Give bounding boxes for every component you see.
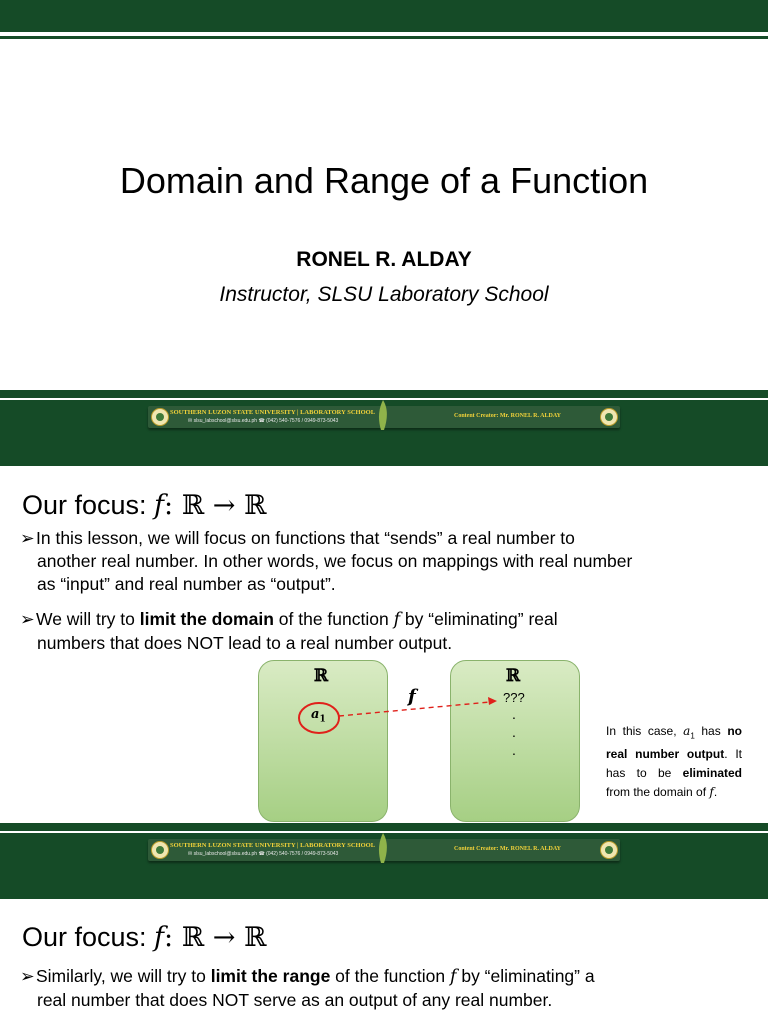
ellipsis-dot: .: [512, 742, 516, 758]
bullet2-text-c: by “eliminating” real: [400, 609, 558, 629]
diagram-note: [606, 722, 742, 802]
note-bold-2: eliminated: [682, 766, 742, 781]
heading-prefix: Our focus:: [22, 922, 155, 952]
unknown-output: ???: [503, 690, 525, 705]
bullet1-line2: another real number. In other words, we focus on mappings with real number: [37, 551, 633, 571]
note-bold-1: no real number output: [606, 724, 742, 762]
footer-phone: (042) 540-7576 / 0949-873-5043: [266, 418, 339, 424]
author-name: RONEL R. ALDAY: [296, 248, 472, 271]
phone-icon: ☎: [258, 418, 265, 424]
bullet2-line2: numbers that does NOT lead to a real number output.: [37, 633, 453, 653]
university-seal-icon: [151, 841, 169, 859]
bullet-arrow-icon: ➢: [20, 528, 35, 548]
note-text-e: .: [713, 785, 718, 800]
bullet2-f: f: [393, 610, 401, 630]
note-text-b: has: [694, 724, 728, 738]
ellipsis-dot: .: [512, 706, 516, 722]
leaf-icon: [376, 833, 390, 863]
function-label: f: [408, 686, 416, 707]
element-label: [311, 707, 326, 725]
note-text-c: . It has to be: [606, 747, 742, 781]
slide-title: Domain and Range of a Function: [119, 160, 649, 201]
note-element: a: [683, 724, 691, 738]
footer-strip: [148, 839, 620, 861]
note-text-d: from the domain of: [606, 785, 710, 800]
codomain-set-label: ℝ: [506, 666, 521, 686]
bullet-arrow-icon: ➢: [20, 966, 35, 986]
footer-creator: Content Creator: Mr. RONEL R. ALDAY: [454, 413, 561, 419]
footer-university: SOUTHERN LUZON STATE UNIVERSITY | LABORATORY SCHOOL: [170, 842, 376, 849]
bullet3-f: f: [449, 967, 457, 987]
heading-prefix: Our focus:: [22, 490, 155, 520]
element-subscript: 1: [319, 714, 326, 725]
footer-email: slsu_labschool@slsu.edu.ph: [193, 418, 258, 424]
bullet2-text-a: We will try to: [36, 609, 140, 629]
mail-icon: ✉: [188, 418, 193, 424]
school-seal-icon: [600, 841, 618, 859]
footer-email: slsu_labschool@slsu.edu.ph: [193, 851, 258, 857]
ellipsis-dot: .: [512, 724, 516, 740]
author-role: Instructor, SLSU Laboratory School: [219, 283, 549, 306]
footer-university: SOUTHERN LUZON STATE UNIVERSITY | LABORATORY SCHOOL: [170, 409, 376, 416]
phone-icon: ☎: [258, 851, 265, 857]
slide3-heading: [22, 922, 266, 953]
bullet3-text-b: of the function: [330, 966, 450, 986]
bullet2-text-b: of the function: [273, 609, 394, 629]
mapping-arrowhead: [488, 697, 497, 705]
footer-phone: (042) 540-7576 / 0949-873-5043: [266, 851, 339, 857]
mail-icon: ✉: [188, 851, 193, 857]
note-text-a: In this case,: [606, 724, 684, 738]
footer-contact: [188, 851, 338, 857]
footer-creator: Content Creator: Mr. RONEL R. ALDAY: [454, 846, 561, 852]
note-f: f: [709, 785, 714, 800]
bullet3-text-c: by “eliminating” a: [456, 966, 595, 986]
element-a: a: [311, 707, 320, 722]
bullet2-bold: limit the domain: [139, 609, 274, 629]
domain-set-label: ℝ: [314, 666, 329, 686]
heading-f: f: [154, 490, 165, 521]
note-subscript: 1: [690, 731, 695, 741]
heading-mapping: : ℝ → ℝ: [164, 922, 267, 953]
bullet-3: [20, 965, 754, 1012]
bullet1-line1: In this lesson, we will focus on functions that “sends” a real number to: [36, 528, 575, 548]
bullet-arrow-icon: ➢: [20, 609, 35, 629]
bullet3-text-a: Similarly, we will try to: [36, 966, 211, 986]
bullet1-line3: as “input” and real number as “output”.: [37, 574, 336, 594]
heading-f: f: [154, 922, 165, 953]
bullet3-bold: limit the range: [210, 966, 331, 986]
heading-mapping: : ℝ → ℝ: [164, 490, 267, 521]
bullet3-line2: real number that does NOT serve as an output of any real number.: [37, 990, 553, 1010]
